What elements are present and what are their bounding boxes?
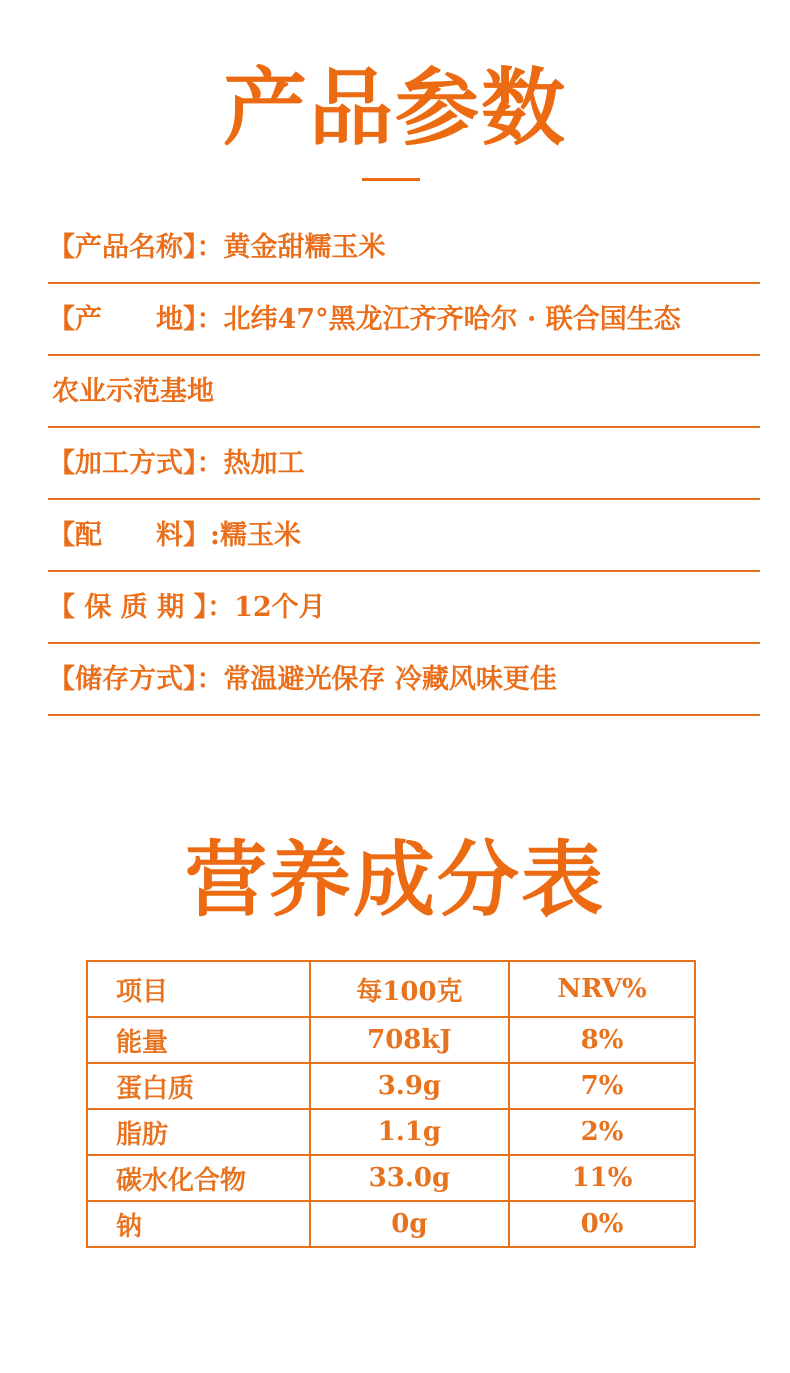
nutrient-name: 钠 (87, 1201, 310, 1247)
param-label: 【 保 质 期 】： (48, 592, 235, 623)
param-row-ingredients (48, 500, 760, 572)
nutrient-amount: 1.1g (310, 1109, 509, 1155)
param-value: 北纬47°黑龙江齐齐哈尔 · 联合国生态 (223, 304, 681, 335)
header-nrv: NRV% (509, 961, 695, 1017)
param-value: 糯玉米 (219, 520, 301, 551)
table-row (87, 1109, 695, 1155)
param-row-name (48, 212, 760, 284)
param-value: 黄金甜糯玉米 (223, 232, 386, 263)
header-per100g: 每100克 (310, 961, 509, 1017)
param-value: 热加工 (223, 448, 305, 479)
nutrient-nrv: 2% (509, 1109, 695, 1155)
nutrient-amount: 0g (310, 1201, 509, 1247)
param-row-storage (48, 644, 760, 716)
table-row (87, 1155, 695, 1201)
nutrition-table (86, 960, 696, 1248)
nutrient-name: 能量 (87, 1017, 310, 1063)
param-label: 【产 地】： (48, 304, 224, 335)
nutrient-nrv: 7% (509, 1063, 695, 1109)
nutrient-nrv: 11% (509, 1155, 695, 1201)
param-row-origin (48, 284, 760, 356)
nutrient-name: 脂肪 (87, 1109, 310, 1155)
param-label: 【产品名称】： (48, 232, 224, 263)
table-row (87, 1201, 695, 1247)
table-row (87, 1017, 695, 1063)
param-label: 【配 料】: (48, 520, 220, 551)
nutrient-amount: 708kJ (310, 1017, 509, 1063)
param-value: 农业示范基地 (52, 376, 214, 407)
nutrition-title: 营养成分表 (184, 832, 605, 928)
header-item: 项目 (87, 961, 310, 1017)
nutrient-amount: 33.0g (310, 1155, 509, 1201)
params-title: 产品参数 (222, 58, 567, 157)
nutrient-nrv: 0% (509, 1201, 695, 1247)
table-row (87, 1063, 695, 1109)
title-divider (362, 178, 420, 181)
param-row-process (48, 428, 760, 500)
param-value: 常温避光保存 冷藏风味更佳 (223, 664, 557, 695)
param-row-origin-cont (48, 356, 760, 428)
nutrient-amount: 3.9g (310, 1063, 509, 1109)
param-row-shelf-life (48, 572, 760, 644)
nutrient-name: 碳水化合物 (87, 1155, 310, 1201)
nutrient-name: 蛋白质 (87, 1063, 310, 1109)
table-header-row (87, 961, 695, 1017)
param-label: 【储存方式】： (48, 664, 224, 695)
param-label: 【加工方式】： (48, 448, 224, 479)
nutrient-nrv: 8% (509, 1017, 695, 1063)
param-value: 12个月 (234, 592, 326, 623)
